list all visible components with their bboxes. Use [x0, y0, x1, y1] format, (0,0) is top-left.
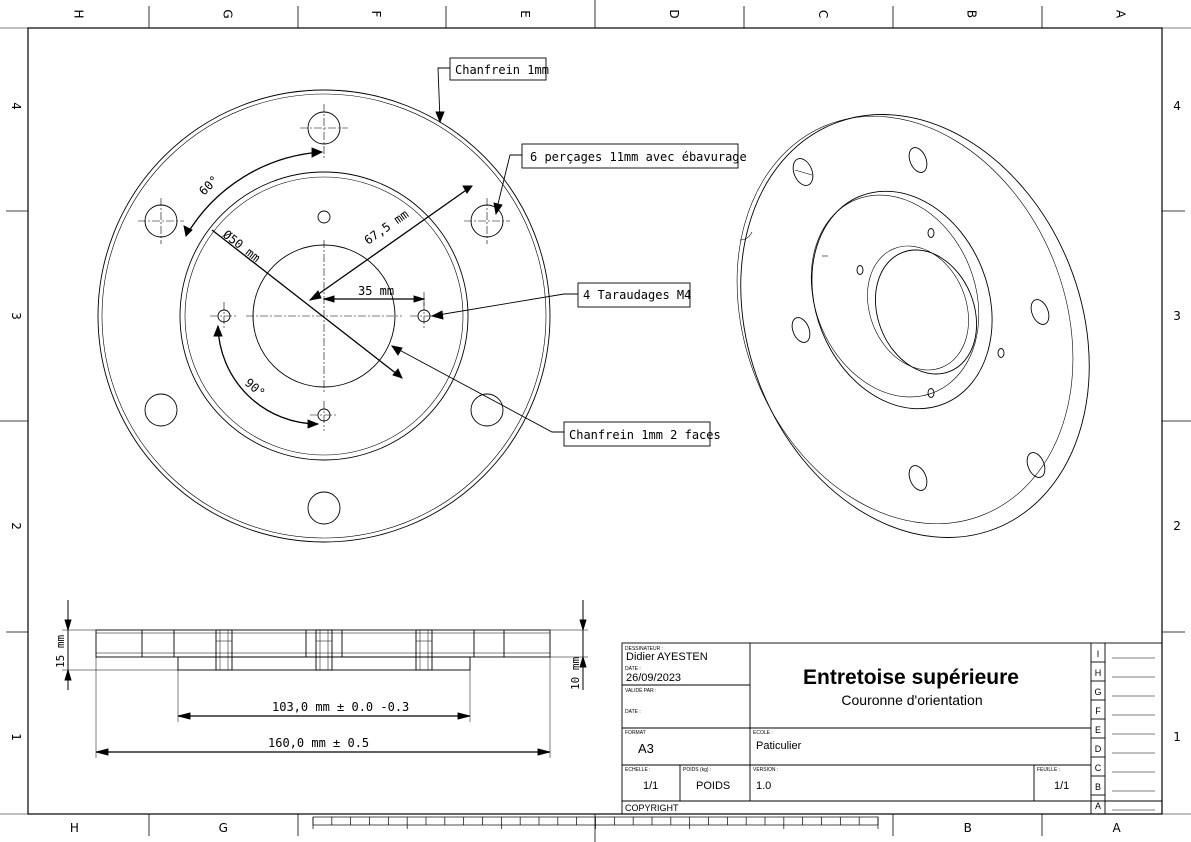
- format-label: FORMAT: [625, 730, 646, 736]
- column-label-top: G: [220, 9, 235, 19]
- revision-letter: I: [1096, 649, 1100, 659]
- version-label: VERSION :: [753, 767, 779, 773]
- label-angle-90: 90°: [242, 375, 268, 401]
- revision-letter: G: [1094, 687, 1102, 697]
- row-label-left: 1: [9, 733, 23, 741]
- label-drillings: 6 perçages 11mm avec ébavurage: [530, 150, 747, 164]
- column-label-top: H: [71, 9, 86, 19]
- label-dist-35: 35 mm: [358, 284, 395, 298]
- row-label-right: 4: [1173, 99, 1181, 113]
- label-angle-60: 60°: [196, 172, 222, 199]
- column-label-top: B: [964, 9, 979, 19]
- designer-name: Didier AYESTEN: [626, 651, 708, 663]
- label-dia-50: Ø50 mm: [220, 227, 263, 266]
- date-value: 26/09/2023: [626, 672, 682, 684]
- label-chanfrein-outer: Chanfrein 1mm: [455, 63, 549, 77]
- sheet-value: 1/1: [1054, 780, 1070, 792]
- scale-label: ECHELLE :: [625, 767, 651, 773]
- date2-label: DATE :: [625, 709, 641, 715]
- drawing-title: Entretoise supérieure: [803, 666, 1019, 689]
- version-value: 1.0: [756, 780, 772, 792]
- scale-value: 1/1: [643, 780, 659, 792]
- validated-label: VALIDÉ PAR :: [625, 688, 657, 694]
- revision-letter: B: [1094, 782, 1102, 792]
- column-label-top: C: [815, 9, 830, 19]
- client-label: ECOLE :: [753, 730, 773, 736]
- column-label-bottom: H: [69, 821, 79, 835]
- revision-letter: C: [1094, 763, 1102, 773]
- revision-letter: A: [1094, 801, 1102, 811]
- column-label-bottom: G: [218, 821, 228, 835]
- label-dim-103: 103,0 mm ± 0.0 -0.3: [272, 700, 410, 714]
- row-label-left: 3: [9, 312, 23, 320]
- revision-letter: E: [1094, 725, 1102, 735]
- label-height-15: 15 mm: [54, 634, 67, 668]
- column-label-top: F: [369, 10, 384, 18]
- designer-label: DESSINATEUR :: [625, 646, 663, 652]
- label-radius-67: 67,5 mm: [361, 206, 412, 248]
- column-label-top: E: [518, 10, 533, 18]
- row-label-right: 3: [1173, 309, 1181, 323]
- date-label: DATE :: [625, 666, 641, 672]
- revision-letter: F: [1095, 706, 1101, 716]
- weight-value: POIDS: [696, 780, 731, 792]
- sheet-label: FEUILLE :: [1037, 767, 1061, 773]
- column-label-bottom: A: [1112, 821, 1121, 835]
- column-label-top: D: [666, 9, 681, 19]
- row-label-left: 2: [9, 522, 23, 530]
- row-label-left: 4: [9, 102, 23, 110]
- label-chanfrein-faces: Chanfrein 1mm 2 faces: [569, 428, 721, 442]
- row-label-right: 2: [1173, 519, 1181, 533]
- revision-letter: H: [1094, 668, 1102, 678]
- copyright: COPYRIGHT: [625, 803, 679, 813]
- drawing-subtitle: Couronne d'orientation: [841, 692, 983, 708]
- format-value: A3: [638, 741, 654, 756]
- label-dim-160: 160,0 mm ± 0.5: [268, 736, 370, 750]
- client-value: Paticulier: [756, 740, 802, 752]
- revision-letter: D: [1094, 744, 1102, 754]
- row-label-right: 1: [1173, 730, 1181, 744]
- weight-label: POIDS (kg) :: [683, 767, 712, 773]
- column-label-bottom: B: [963, 821, 972, 835]
- label-height-10: 10 mm: [569, 656, 582, 690]
- label-tappings: 4 Taraudages M4: [583, 288, 692, 302]
- column-label-top: A: [1113, 9, 1128, 19]
